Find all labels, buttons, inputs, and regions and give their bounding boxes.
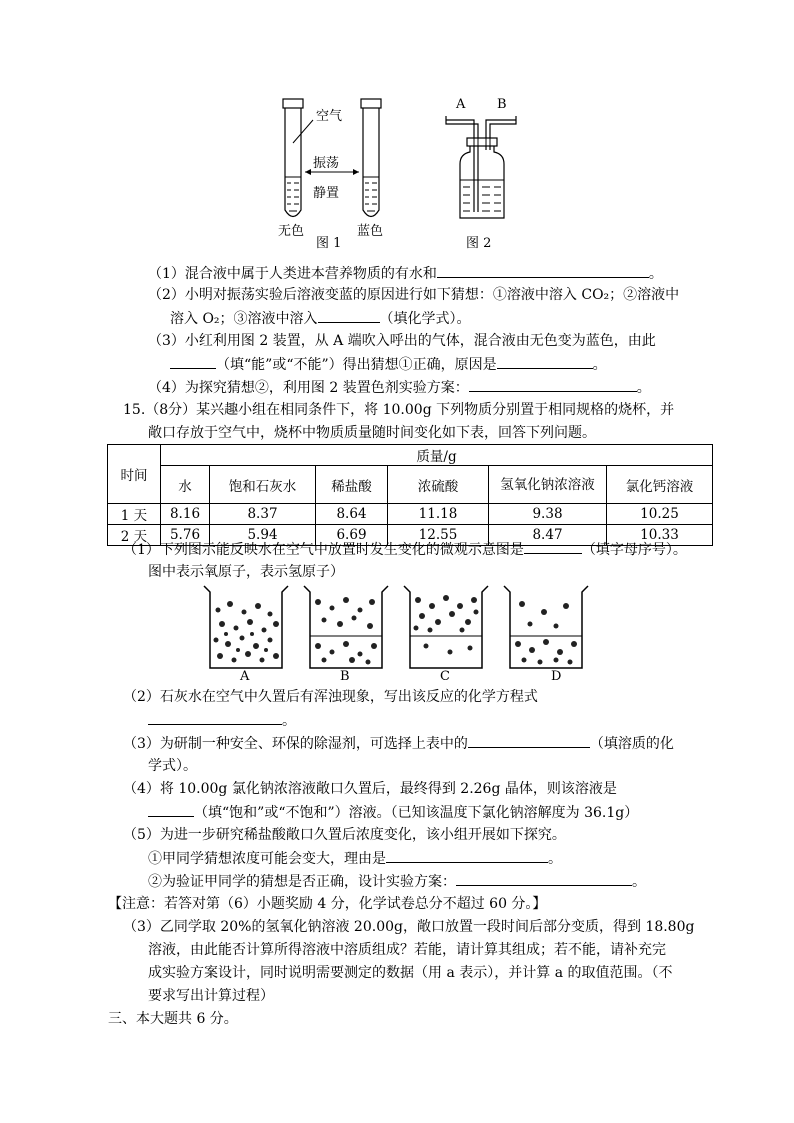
q15-part5: （5）为进一步研究稀盐酸敞口久置后浓度变化，该小组开展如下探究。 (123, 827, 566, 843)
q15-part6-cont1: 溶液，由此能否计算所得溶液中溶质组成？若能，请计算其组成；若不能，请补充完 (148, 942, 666, 958)
table-cell: 8.64 (316, 504, 388, 525)
q15-part6-cont2: 成实验方案设计，同时说明需要测定的数据（用 a 表示），并计算 a 的取值范围。（不 (148, 965, 673, 981)
air-leader-line (293, 120, 313, 143)
fig1-colorless-label: 无色 (278, 224, 305, 239)
right-tube (363, 108, 379, 217)
fig2-label-a: A (456, 97, 466, 112)
beaker-b (304, 586, 388, 668)
q15-part2-answer: 。 (148, 710, 296, 731)
q15-part2: （2）石灰水在空气中久置后有浑浊现象，写出该反应的化学方程式 (123, 689, 538, 705)
beaker-diagrams (200, 582, 595, 682)
q14-part3-cont: （填“能”或“不能”）得出猜想①正确，原因是 。 (170, 354, 607, 375)
q15-part3-cont: 学式）。 (148, 758, 197, 774)
q15-part5-1: ①甲同学猜想浓度可能会变大，理由是 。 (148, 848, 562, 869)
q15-part4: （4）将 10.00g 氯化钠浓溶液敞口久置后，最终得到 2.26g 晶体，则该溶液是 (123, 781, 617, 797)
table-header-mass: 质量/g (161, 445, 713, 466)
q15-part1: （1）下列图示能反映水在空气中放置时发生变化的微观示意图是 （填字母序号）。 (123, 539, 687, 560)
table-cell: 10.33 (607, 525, 713, 546)
beaker-label-b: B (340, 669, 350, 684)
table-cell: 5.76 (161, 525, 210, 546)
fig2-caption: 图 2 (466, 236, 492, 251)
fig1-blue-label: 蓝色 (357, 224, 384, 239)
q14-part3: （3）小红利用图 2 装置，从 A 端吹入呼出的气体，混合液由无色变为蓝色，由此 (148, 333, 656, 349)
q15-stem-cont: 敞口存放于空气中，烧杯中物质质量随时间变化如下表，回答下列问题。 (148, 425, 596, 441)
tube-a (446, 116, 478, 212)
table-cell: 1 天 (108, 504, 161, 525)
q14-part2: （2）小明对振荡实验后溶液变蓝的原因进行如下猜想：①溶液中溶入 CO₂；②溶液中 (148, 287, 680, 303)
q15-stem: 15.（8分）某兴趣小组在相同条件下，将 10.00g 下列物质分别置于相同规格的烧杯，并 (123, 402, 675, 418)
table-cell: 11.18 (388, 504, 489, 525)
q14-part1: （1）混合液中属于人类进本营养物质的有水和 。 (148, 263, 663, 284)
mass-change-table (107, 444, 713, 546)
table-col-header: 氯化钙溶液 (607, 466, 713, 504)
table-cell: 6.69 (316, 525, 388, 546)
bottle-body (460, 146, 504, 218)
beaker-label-d: D (551, 669, 562, 684)
beaker-d (504, 586, 588, 668)
section-3-heading: 三、本大题共 6 分。 (108, 1011, 238, 1027)
q15-part5-2: ②为验证甲同学的猜想是否正确，设计实验方案： 。 (148, 871, 646, 892)
table-col-header: 水 (161, 466, 210, 504)
table-cell: 8.37 (210, 504, 316, 525)
fig1-air-label: 空气 (316, 109, 343, 124)
beaker-label-c: C (440, 669, 450, 684)
table-cell: 8.47 (489, 525, 607, 546)
table-col-header: 氢氧化钠浓溶液 (489, 466, 607, 504)
q14-part2-cont: 溶入 O₂；③溶液中溶入 （填化学式）。 (170, 308, 471, 329)
left-tube (285, 108, 301, 217)
right-tube-stopper (361, 99, 381, 108)
table-col-header: 浓硫酸 (388, 466, 489, 504)
table-cell: 2 天 (108, 525, 161, 546)
beaker-label-a: A (240, 669, 250, 684)
table-row (108, 504, 713, 525)
table-cell: 10.25 (607, 504, 713, 525)
q15-part4-cont: （填“饱和”或“不饱和”）溶液。（已知该温度下氯化钠溶解度为 36.1g） (148, 802, 638, 823)
q14-part4: （4）为探究猜想②，利用图 2 装置色剂实验方案： 。 (148, 377, 651, 398)
bottle-stopper (467, 138, 497, 146)
q15-part6-cont3: 要求写出计算过程） (148, 988, 274, 1004)
table-col-header: 稀盐酸 (316, 466, 388, 504)
q15-part3: （3）为研制一种安全、环保的除湿剂，可选择上表中的 （填溶质的化 (123, 733, 674, 754)
fig1-shake-label: 振荡 (313, 156, 340, 171)
bonus-note: 【注意：若答对第（6）小题奖励 4 分，化学试卷总分不超过 60 分。】 (108, 896, 547, 912)
fig1-still-label: 静置 (313, 186, 340, 201)
table-cell: 5.94 (210, 525, 316, 546)
table-cell: 9.38 (489, 504, 607, 525)
q15-part6: （3）乙同学取 20%的氢氧化钠溶液 20.00g，敞口放置一段时间后部分变质，得到 18.80g (123, 919, 695, 935)
fig1-caption: 图 1 (316, 236, 342, 251)
table-cell: 8.16 (161, 504, 210, 525)
q15-part1-legend: 图中表示氧原子，表示氢原子） (148, 564, 344, 580)
table-header-time: 时间 (108, 445, 161, 504)
fig2-label-b: B (497, 97, 507, 112)
beaker-a (204, 586, 288, 668)
beaker-c (404, 586, 488, 668)
left-tube-stopper (283, 99, 303, 108)
figure-2-gas-bottle (440, 112, 525, 224)
table-col-header: 饱和石灰水 (210, 466, 316, 504)
table-cell: 12.55 (388, 525, 489, 546)
